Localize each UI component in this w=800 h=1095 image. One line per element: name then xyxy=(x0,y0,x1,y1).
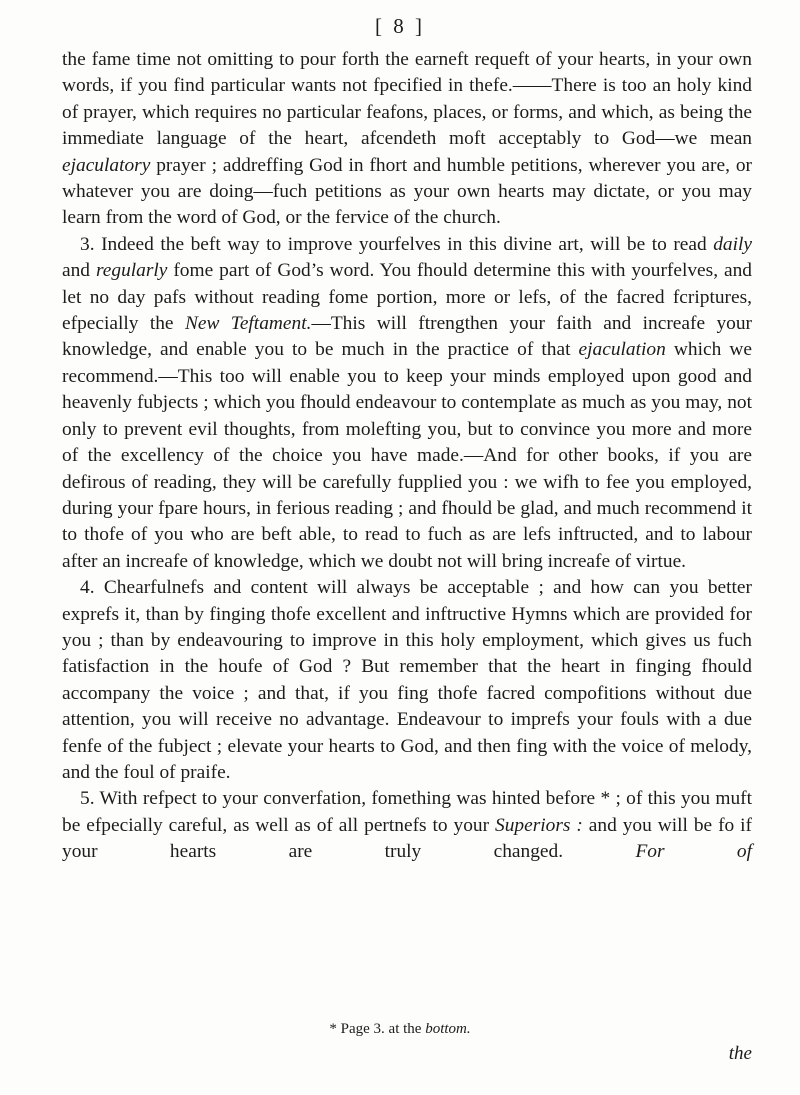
text-run: fome part of God’s word. You fhould determine this with yourfelves, and let no day pafs without reading fome portion, more or lefs, of the facred fcriptures, efpecially the xyxy=(62,260,752,335)
footnote-italic: bottom. xyxy=(425,1021,471,1037)
paragraph-4 xyxy=(62,575,752,786)
italic-text: daily xyxy=(713,233,752,255)
paragraph-3 xyxy=(62,232,752,575)
italic-text: ejaculation xyxy=(578,339,666,361)
page-number: [ 8 ] xyxy=(375,14,425,38)
text-run: 5. With refpect to your converfation, fomething was hinted before * ; of this you muft be efpecially careful, as well as of all pertnefs to your xyxy=(62,788,752,836)
footnote-prefix: * Page 3. at the xyxy=(329,1021,426,1037)
text-run: and xyxy=(62,260,96,282)
text-run: the fame time not omitting to pour forth the earneft requeft of your hearts, in your own words, if you find particular wants not fpecified in thefe.——There is too an holy kind of prayer, which requires no particular feafons, places, or forms, and which, as being the immediate language of the heart, afcendeth moft acceptably to God—we mean xyxy=(62,49,752,150)
italic-text: ejaculatory xyxy=(62,154,151,176)
text-run: and you will be fo if your hearts are truly changed. xyxy=(62,814,752,863)
italic-text: New Teftament. xyxy=(184,313,312,335)
text-run: prayer ; addreffing God in fhort and humble petitions, wherever you are, or whatever you are doing—fuch petitions as your own hearts may dictate, or you may learn from the word of God, or the fervice of the church. xyxy=(62,154,752,229)
text-run: 4. Chearfulnefs and content will always be acceptable ; and how can you better exprefs it, than by finging thofe excellent and inftructive Hymns which are provided for you ; than by endeavouring to improve in this holy employment, which gives us fuch fatisfaction in the houfe of God ? But remember that the heart in finging fhould accompany the voice ; and that, if you fing thofe facred compofitions without due attention, you will receive no advantage. Endeavour to imprefs your fouls with a due fenfe of the fubject ; elevate your hearts to God, and then fing with the voice of melody, and the foul of praife. xyxy=(62,577,752,783)
paragraph-continuation xyxy=(62,47,752,232)
italic-text: Superiors : xyxy=(495,814,583,836)
text-run: —This will ftrengthen your faith and increafe your knowledge, and enable you to be much in the practice of that xyxy=(62,313,752,361)
text-run: 3. Indeed the beft way to improve yourfelves in this divine art, will be to read xyxy=(80,233,714,255)
body-text xyxy=(62,47,752,866)
paragraph-5 xyxy=(62,786,752,865)
text-run: which we recommend.—This too will enable you to keep your minds employed upon good and heavenly fubjects ; which you fhould endeavour to contemplate as much as you may, not only to prevent evil thoughts, from molefting you, but to convince you more and more of the excellency of the choice you have made.—And for other books, if you are defirous of reading, they will be carefully fupplied you : we wifh to fee you employed, during your fpare hours, in ferious reading ; and fhould be glad, and much recommend it to thofe of you who are beft able, to read to fuch as are lefs inftructed, and to labour after an increafe of knowledge, which we doubt not will bring increafe of virtue. xyxy=(62,339,752,572)
footnote xyxy=(0,1021,800,1038)
italic-text: regularly xyxy=(95,260,168,282)
catchword: the xyxy=(728,1043,752,1064)
italic-text: For of xyxy=(635,841,752,863)
